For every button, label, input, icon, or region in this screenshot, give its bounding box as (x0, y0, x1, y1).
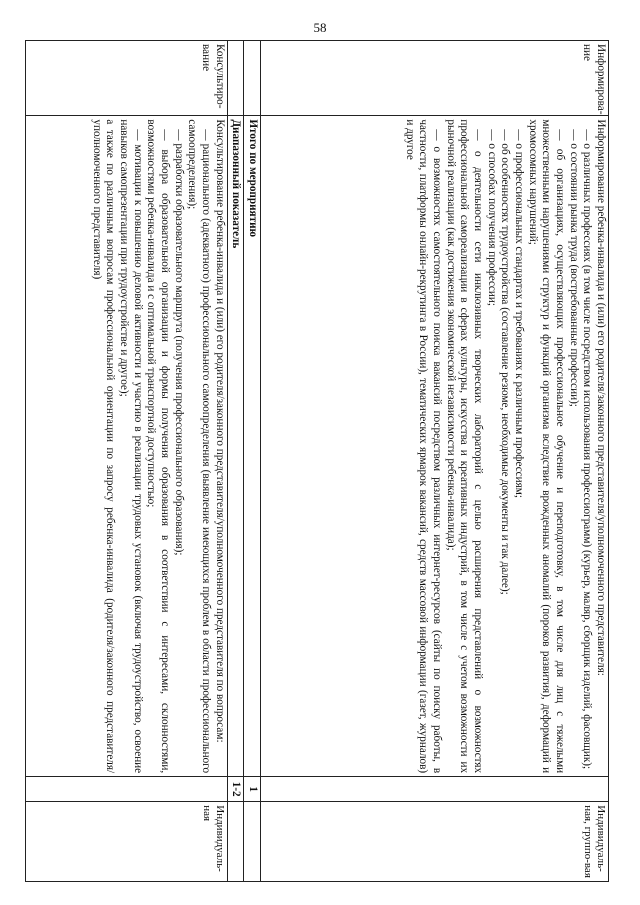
paragraph: — об особенностях трудоустройства (составление резюме, необходимые документы и так далее); (499, 129, 512, 595)
paragraph: — о возможностях самостоятельного поиска вакансий посредством различных интернет-ресурсов (сайты по поиску работы, в частности, платформы онлайн-рекрутинга в России), тематических ярмарок вакансий, средств массовой информации (газет, журналов) и другое (403, 119, 444, 774)
service-description-informing (261, 116, 609, 777)
paragraph: — о профессиональных стандартах и требованиях к различным профессиям; (513, 129, 526, 498)
paragraph: Информирование ребенка-инвалида и (или) его родителя/законного представителя/уполномоченного представителя: (595, 119, 607, 676)
range-label: Диапазонный показатель (227, 116, 244, 777)
empty-cell (244, 802, 261, 882)
count-cell (261, 777, 609, 802)
service-type-cell: Индивидуаль-ная (26, 802, 228, 882)
paragraph: а также по различным вопросам профессиональной ориентации по запросу ребенка-инвалида (родителя/законного представителя/уполномоченного представителя) (90, 119, 117, 774)
empty-cell (227, 802, 244, 882)
paragraph: — разработки образовательного маршрута (получения профессионального образования); (172, 129, 185, 556)
service-description-consulting (26, 116, 228, 777)
count-cell (26, 777, 228, 802)
paragraph: — о способах получения профессии; (485, 129, 498, 306)
total-value: 1 (244, 777, 261, 802)
paragraph: — о деятельности сети инклюзивных творческих лабораторий с целью расширения представлений о возможностях профессиональной самореализации в сферах культуры, искусства и креативных индустрий, в том числе с учетом возможности их рыночной реализации (как достижения экономической независимости ребенка-инвалида); (444, 119, 485, 774)
service-name-cell: Консультиро-вание (26, 41, 228, 116)
paragraph: — о различных профессиях (в том числе посредством использования профессиограмм) (курьер, маляр, сборщик изделий, фасовщик); (581, 129, 594, 770)
total-label: Итого по мероприятию (244, 116, 261, 777)
empty-cell (227, 41, 244, 116)
service-type-cell: Индивидуаль-ная, группо-вая (261, 802, 609, 882)
paragraph: — выбора образовательной организации и формы получения образования в соответствии с интересами, склонностями, возможностями ребенка-инвалида и с оптимальной транспортной доступностью; (145, 119, 172, 774)
table-row-total (244, 41, 261, 882)
paragraph: — об организациях, осуществляющих профессиональное обучение и переподготовку, в том числе для лиц с тяжелыми множественными нарушениями структур и функций организма вследствие врожденных аномалий (пороков развития), деформаций и хромосомных нарушений; (526, 119, 567, 774)
services-table (25, 40, 609, 882)
paragraph: Консультирование ребенка-инвалида и (или) его родителя/законного представителя/уполномоченного представителя по вопросам: (213, 119, 226, 743)
paragraph: — о состоянии рынка труда (востребованные профессии); (567, 129, 580, 407)
service-name-cell: Информирова-ние (261, 41, 609, 116)
table-row-informing (261, 41, 609, 882)
page-number: 58 (313, 20, 327, 35)
table-row-range (227, 41, 244, 882)
paragraph: — рационального (адекватного) профессионального самоопределения (выявление имеющихся проблем в области профессионального самоопределения); (186, 119, 213, 774)
range-value: 1-2 (227, 777, 244, 802)
paragraph: — мотивации к повышению деловой активности и участию в реализации трудовых установок (включая трудоустройство, освоение навыков самопрезентации при трудоустройстве и другое); (118, 119, 144, 774)
rotated-table-container (25, 40, 609, 882)
empty-cell (244, 41, 261, 116)
table-row-consulting (26, 41, 228, 882)
